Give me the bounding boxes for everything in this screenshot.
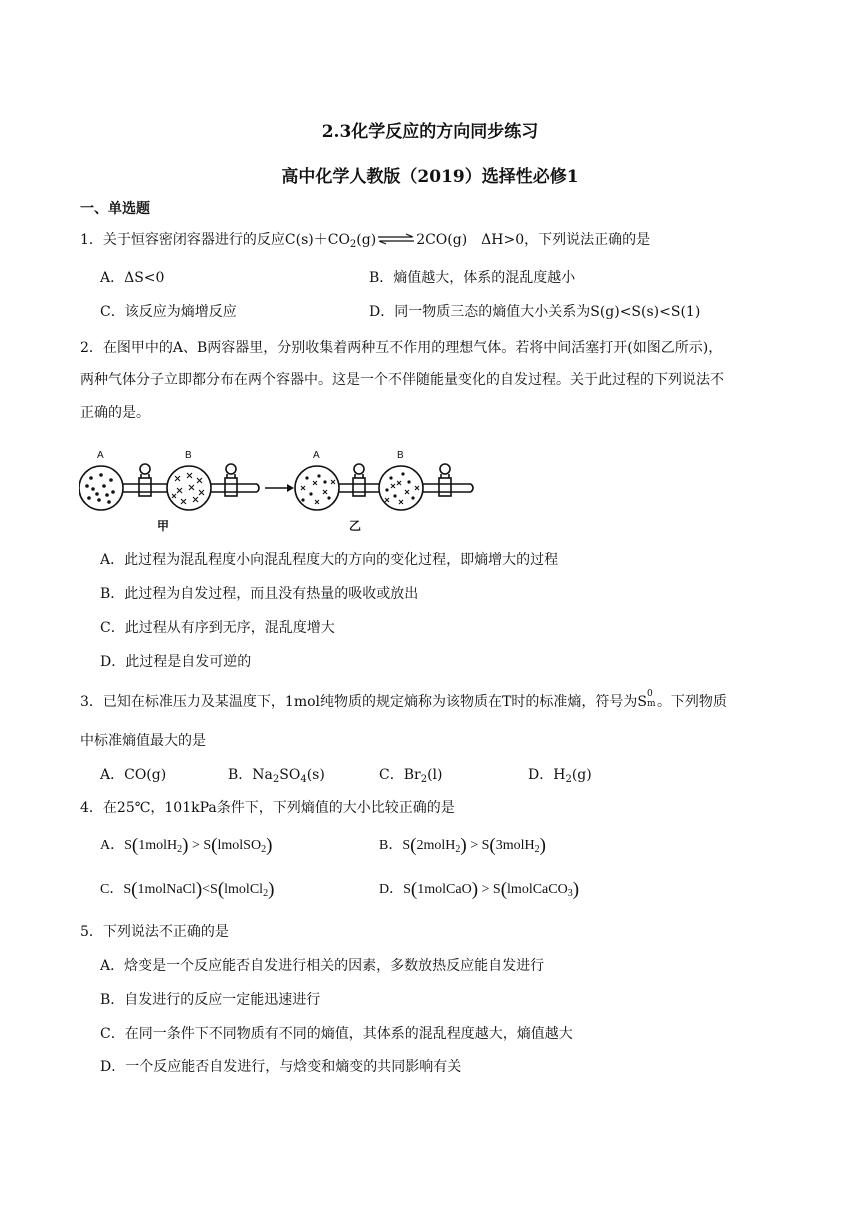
- gas-diffusion-figure: [79, 448, 479, 536]
- question-5-stem: 5．下列说法不正确的是: [80, 924, 229, 940]
- question-2-line-2: 两种气体分子立即都分布在两个容器中。这是一个不伴随能量变化的自发过程。关于此过程的下列说法不: [80, 372, 724, 388]
- q4-option-b: B．S(2molH$_2$) > S(3molH$_2$): [379, 835, 546, 856]
- document-title: 2.3化学反应的方向同步练习: [321, 122, 539, 142]
- question-3-line-2: 中标准熵值最大的是: [80, 733, 206, 749]
- gas-a-molecules: [85, 473, 115, 504]
- caption-left: 甲: [157, 519, 170, 533]
- q1-option-a: A．ΔS<0: [100, 270, 165, 286]
- q5-option-c: C．在同一条件下不同物质有不同的熵值，其体系的混乱程度越大，熵值越大: [100, 1026, 573, 1042]
- question-1-stem: 1．关于恒容密闭容器进行的反应$C(s)+CO_2(g)$ 2CO(g) ΔH>0，下列说法正确的是: [80, 232, 651, 250]
- q2-option-c: C．此过程从有序到无序，混乱度增大: [100, 620, 335, 636]
- q5-option-a: A．焓变是一个反应能否自发进行相关的因素，多数放热反应能自发进行: [100, 958, 545, 974]
- label-a-left: A: [97, 450, 104, 461]
- question-3-line-1: 3．已知在标准压力及某温度下，1mol纯物质的规定熵称为该物质在T时的标准熵，符号为S 0 m 。下列物质: [80, 689, 727, 710]
- mixed-a-molecules: [301, 474, 330, 501]
- q1-option-b: B．熵值越大，体系的混乱度越小: [369, 270, 576, 286]
- process-arrow-icon: [265, 484, 294, 492]
- q2-option-a: A．此过程为混乱程度小向混乱程度大的方向的变化过程，即熵增大的过程: [100, 552, 559, 568]
- q5-option-d: D．一个反应能否自发进行，与焓变和熵变的共同影响有关: [100, 1059, 462, 1075]
- gas-b-molecules: [172, 473, 204, 504]
- q4-option-c: C．S(1molNaCl)<S(lmolCl$_2$): [100, 879, 275, 900]
- q3-option-c: C．$Br_2(l)$: [379, 767, 443, 785]
- q4-option-a: A．S(1molH$_2$) > S(lmolSO$_2$): [100, 835, 273, 856]
- label-b-left: B: [185, 450, 192, 461]
- standard-entropy-symbol: 0 m: [646, 689, 656, 709]
- mixed-b-molecules: [385, 472, 414, 499]
- q2-option-d: D．此过程是自发可逆的: [100, 654, 252, 670]
- q3-option-a: A．CO(g): [100, 767, 167, 783]
- q1-option-d: D．同一物质三态的熵值大小关系为S(g)<S(s)<S(1): [369, 304, 701, 320]
- q3-option-d: D．$H_2(g)$: [528, 767, 592, 785]
- q1-option-c: C．该反应为熵增反应: [100, 304, 237, 320]
- question-4-stem: 4．在25℃，101kPa条件下，下列熵值的大小比较正确的是: [80, 800, 455, 816]
- q4-option-d: D．S(1molCaO) > S(lmolCaCO$_3$): [379, 879, 580, 900]
- caption-right: 乙: [349, 519, 362, 533]
- document-subtitle: 高中化学人教版（2019）选择性必修1: [281, 167, 579, 187]
- label-b-right: B: [397, 450, 404, 461]
- mixed-b-crosses: [385, 481, 419, 504]
- q5-option-b: B．自发进行的反应一定能迅速进行: [100, 992, 321, 1008]
- question-2-line-3: 正确的是。: [80, 405, 150, 421]
- question-2-line-1: 2．在图甲中的A、B两容器里，分别收集着两种互不作用的理想气体。若将中间活塞打开(如图乙所示)，: [80, 340, 723, 356]
- q2-option-b: B．此过程为自发过程，而且没有热量的吸收或放出: [100, 586, 419, 602]
- q3-option-b: B．$Na_2SO_4(s)$: [228, 767, 325, 785]
- mixed-a-crosses: [301, 480, 335, 504]
- equilibrium-arrow-icon: [376, 233, 416, 245]
- section-heading: 一、单选题: [80, 201, 150, 217]
- label-a-right: A: [313, 450, 320, 461]
